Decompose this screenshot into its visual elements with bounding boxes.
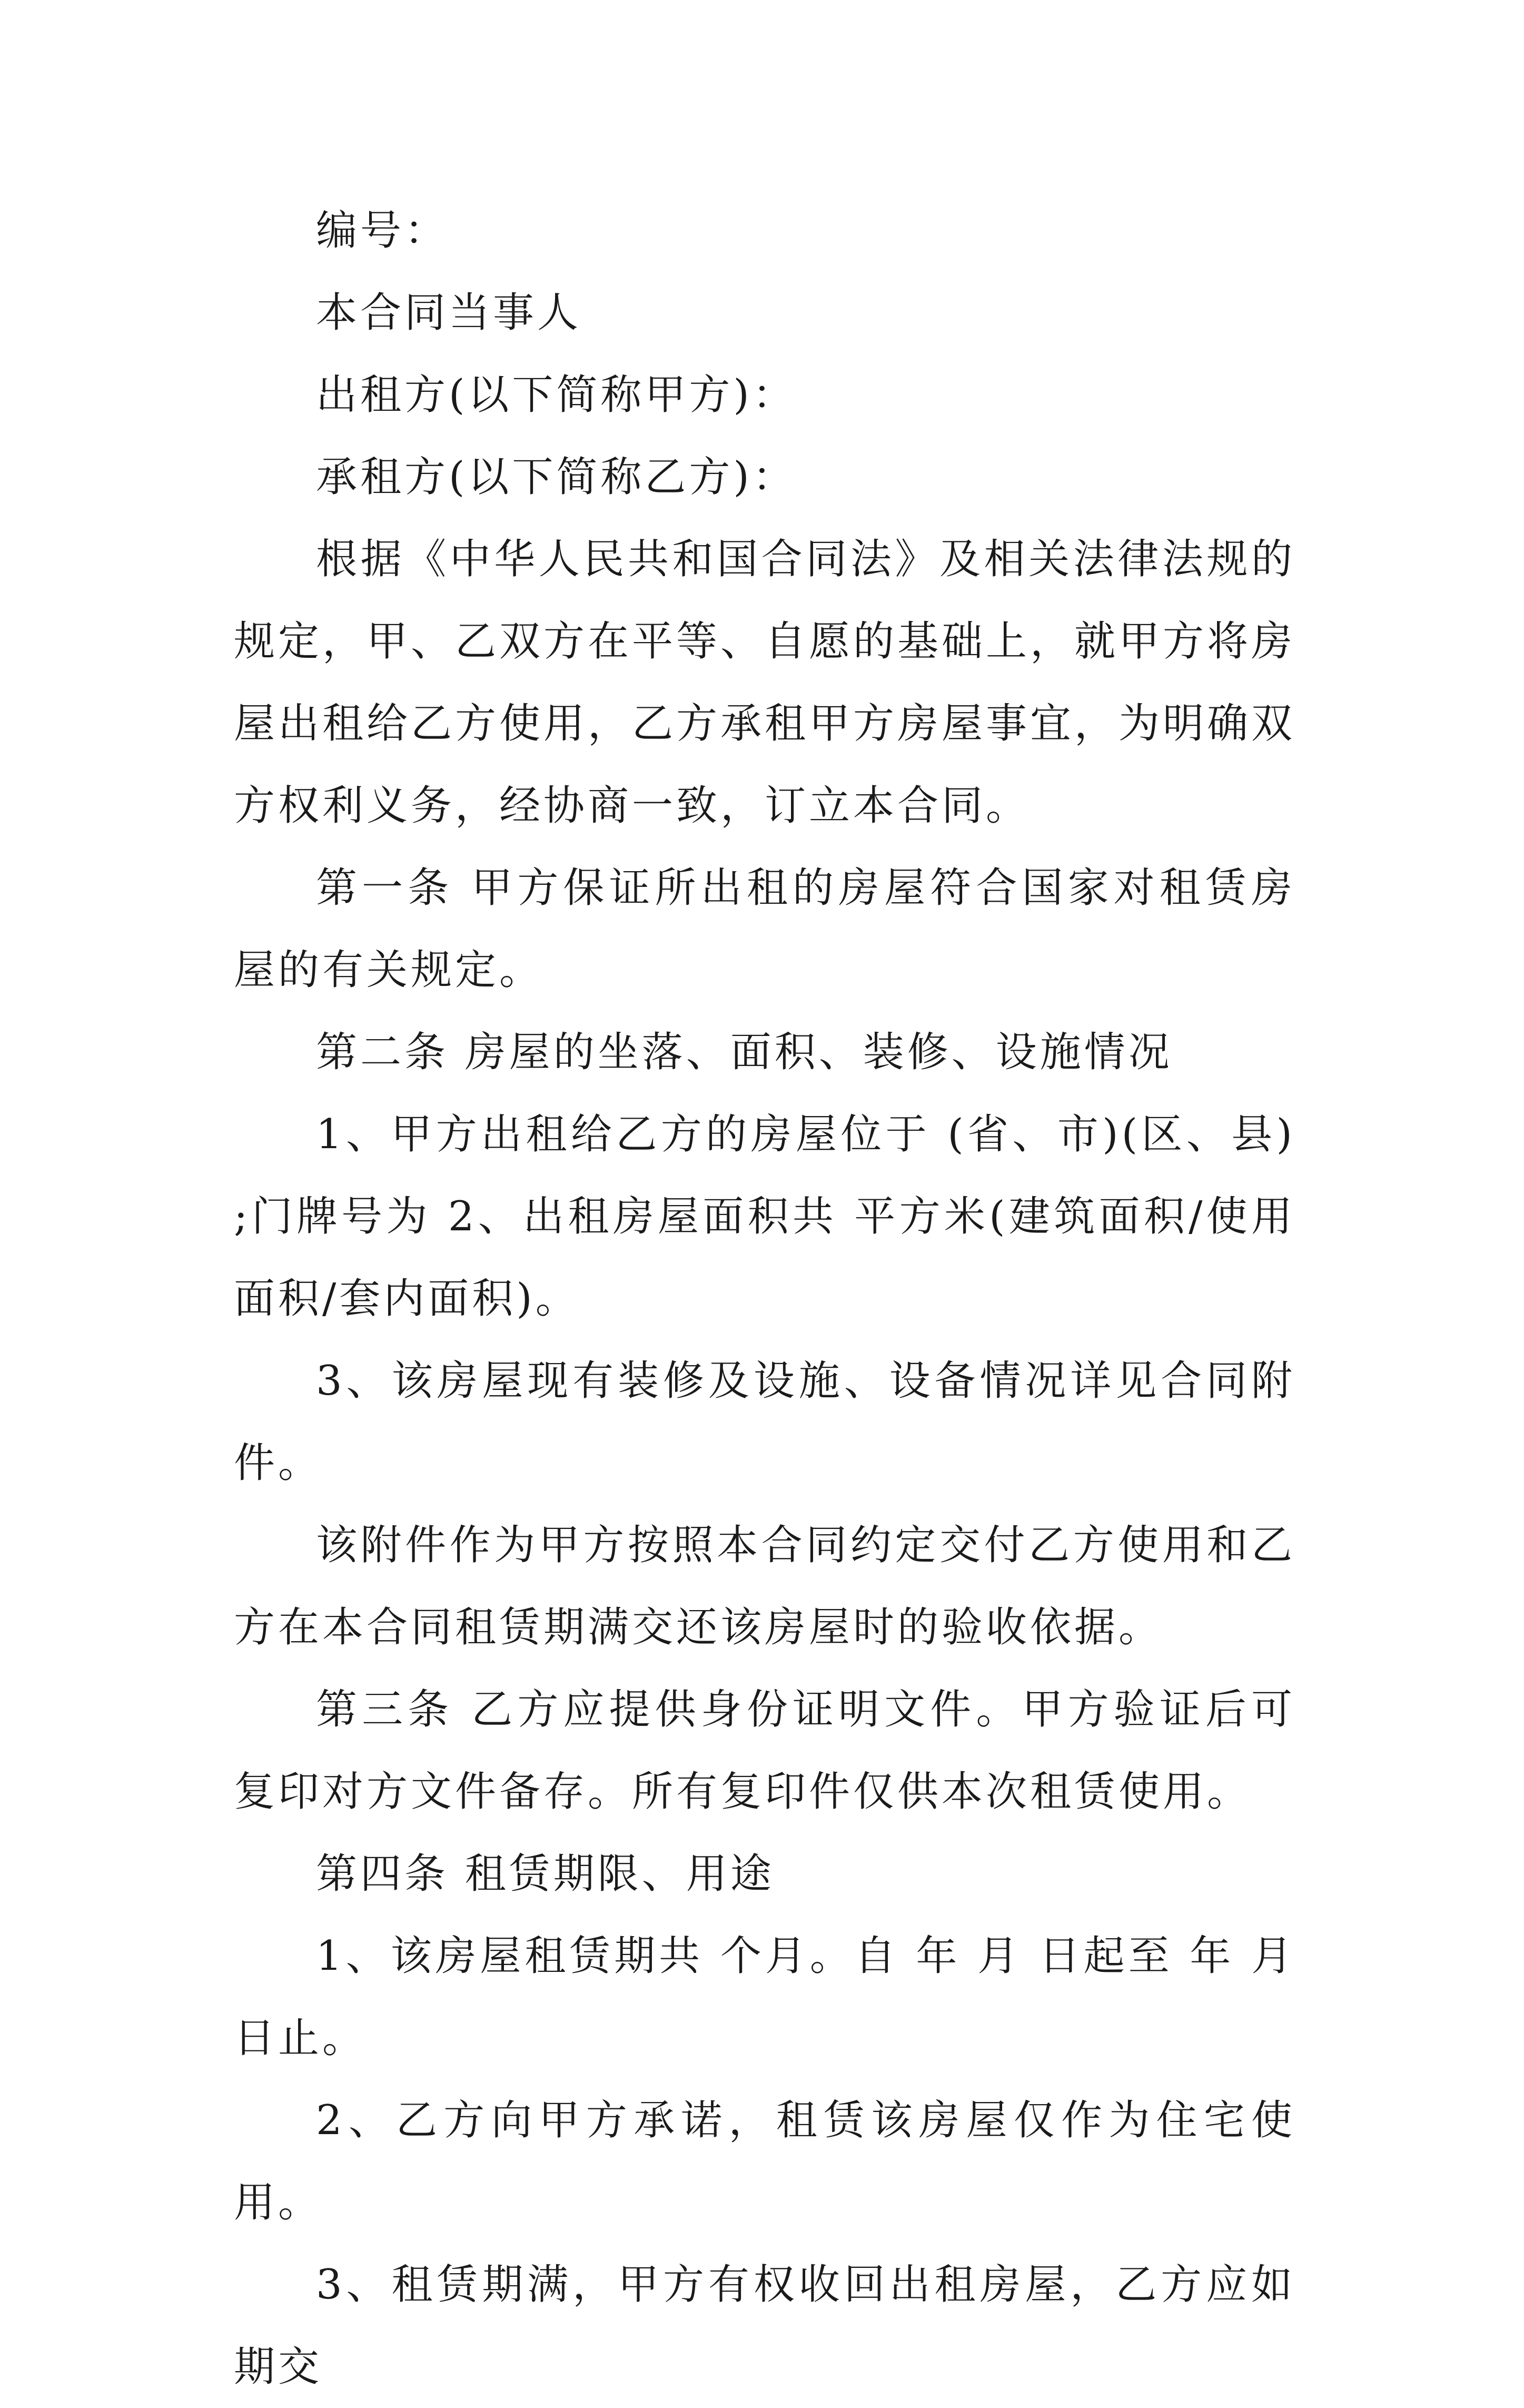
paragraph-article-1: 第一条 甲方保证所出租的房屋符合国家对租赁房屋的有关规定。: [234, 864, 1295, 994]
paragraph-article-4-item-1: 1、该房屋租赁期共 个月。自 年 月 日起至 年 月 日止。: [234, 1932, 1295, 2062]
paragraph-article-4-item-2: 2、乙方向甲方承诺，租赁该房屋仅作为住宅使用。: [234, 2097, 1295, 2226]
paragraph-lessor: 出租方(以下简称甲方)：: [316, 371, 797, 419]
paragraph-article-2-item-1: 1、甲方出租给乙方的房屋位于 (省、市)(区、县) ;门牌号为 2、出租房屋面积共 平方米(建筑面积/使用面积/套内面积)。: [234, 1111, 1295, 1323]
paragraph-article-3: 第三条 乙方应提供身份证明文件。甲方验证后可复印对方文件备存。所有复印件仅供本次租赁使用。: [234, 1686, 1295, 1815]
contract-body: [234, 190, 1295, 2408]
paragraph-article-4-item-3: 3、租赁期满，甲方有权收回出租房屋，乙方应如期交: [234, 2261, 1295, 2391]
paragraph-article-4-heading: 第四条 租赁期限、用途: [316, 1850, 775, 1898]
paragraph-article-2-heading: 第二条 房屋的坐落、面积、装修、设施情况: [316, 1029, 1173, 1076]
paragraph-annex-note: 该附件作为甲方按照本合同约定交付乙方使用和乙方在本合同租赁期满交还该房屋时的验收依据。: [234, 1522, 1295, 1651]
paragraph-parties-heading: 本合同当事人: [316, 289, 582, 337]
paragraph-article-2-item-3: 3、该房屋现有装修及设施、设备情况详见合同附件。: [234, 1357, 1295, 1487]
paragraph-number-label: 编号：: [316, 207, 449, 254]
paragraph-lessee: 承租方(以下简称乙方)：: [316, 453, 797, 501]
paragraph-preamble: 根据《中华人民共和国合同法》及相关法律法规的规定，甲、乙双方在平等、自愿的基础上，就甲方将房屋出租给乙方使用，乙方承租甲方房屋事宜，为明确双方权利义务，经协商一致，订立本合同。: [234, 536, 1296, 830]
